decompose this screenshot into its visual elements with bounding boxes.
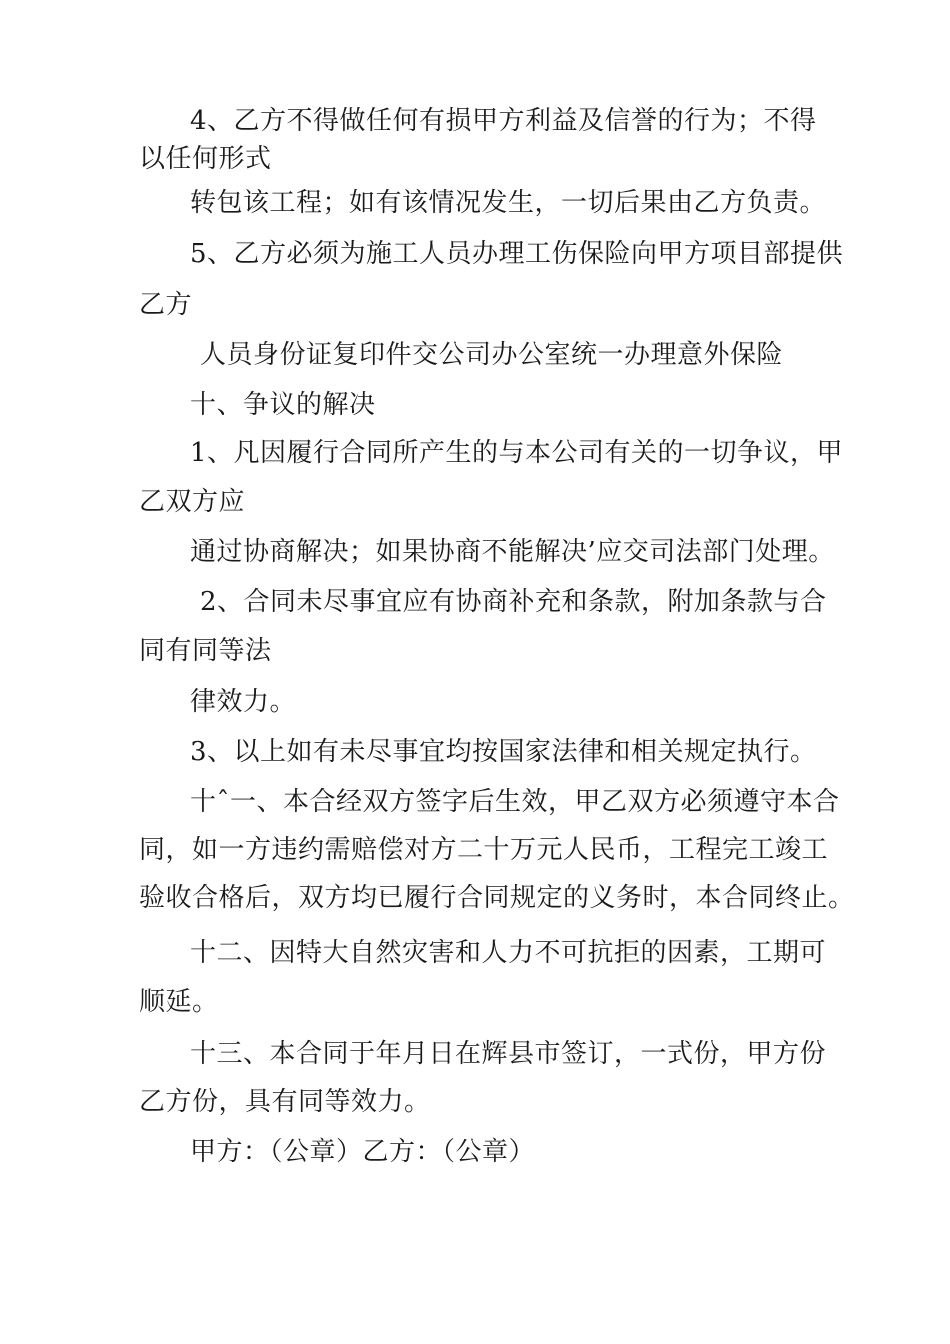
section-10-heading: 十、争议的解决 (190, 390, 376, 420)
section-13-line-2: 乙方份，具有同等效力。 (139, 1087, 431, 1117)
clause-5-line-1: 5、乙方必须为施工人员办理工伤保险向甲方项目部提供 (190, 239, 844, 269)
section-10-item-1-line-2: 乙双方应 (139, 487, 246, 517)
section-10-item-1-line-3: 通过协商解决；如果协商不能解决’应交司法部门处理。 (190, 537, 835, 567)
clause-4-line-2: 以任何形式 (139, 144, 272, 174)
clause-4-line-3: 转包该工程；如有该情况发生，一切后果由乙方负责。 (190, 188, 827, 218)
signature-line: 甲方：（公章）乙方：（公章） (190, 1137, 536, 1167)
section-10-item-3: 3、以上如有未尽事宜均按国家法律和相关规定执行。 (190, 737, 817, 767)
section-11-line-2: 同，如一方违约需赔偿对方二十万元人民币，工程完工竣工 (139, 835, 829, 865)
clause-4-line-1: 4、乙方不得做任何有损甲方利益及信誉的行为；不得 (190, 106, 817, 136)
section-11-line-1: 十ˆ一、本合经双方签字后生效，甲乙双方必须遵守本合 (190, 787, 840, 817)
clause-5-line-2: 乙方 (139, 290, 193, 320)
section-10-item-2-line-3: 律效力。 (190, 687, 297, 717)
clause-5-line-3: 人员身份证复印件交公司办公室统一办理意外保险 (200, 340, 784, 370)
section-10-item-1-line-1: 1、凡因履行合同所产生的与本公司有关的一切争议，甲 (190, 438, 844, 468)
section-10-item-2-line-1: 2、合同未尽事宜应有协商补充和条款，附加条款与合 (200, 587, 827, 617)
section-12-line-2: 顺延。 (139, 987, 219, 1017)
section-12-line-1: 十二、因特大自然灾害和人力不可抗拒的因素，工期可 (190, 938, 827, 968)
section-10-item-2-line-2: 同有同等法 (139, 636, 272, 666)
section-13-line-1: 十三、本合同于年月日在辉县市签订，一式份，甲方份 (190, 1039, 827, 1069)
section-11-line-3: 验收合格后，双方均已履行合同规定的义务时，本合同终止。 (139, 883, 855, 913)
